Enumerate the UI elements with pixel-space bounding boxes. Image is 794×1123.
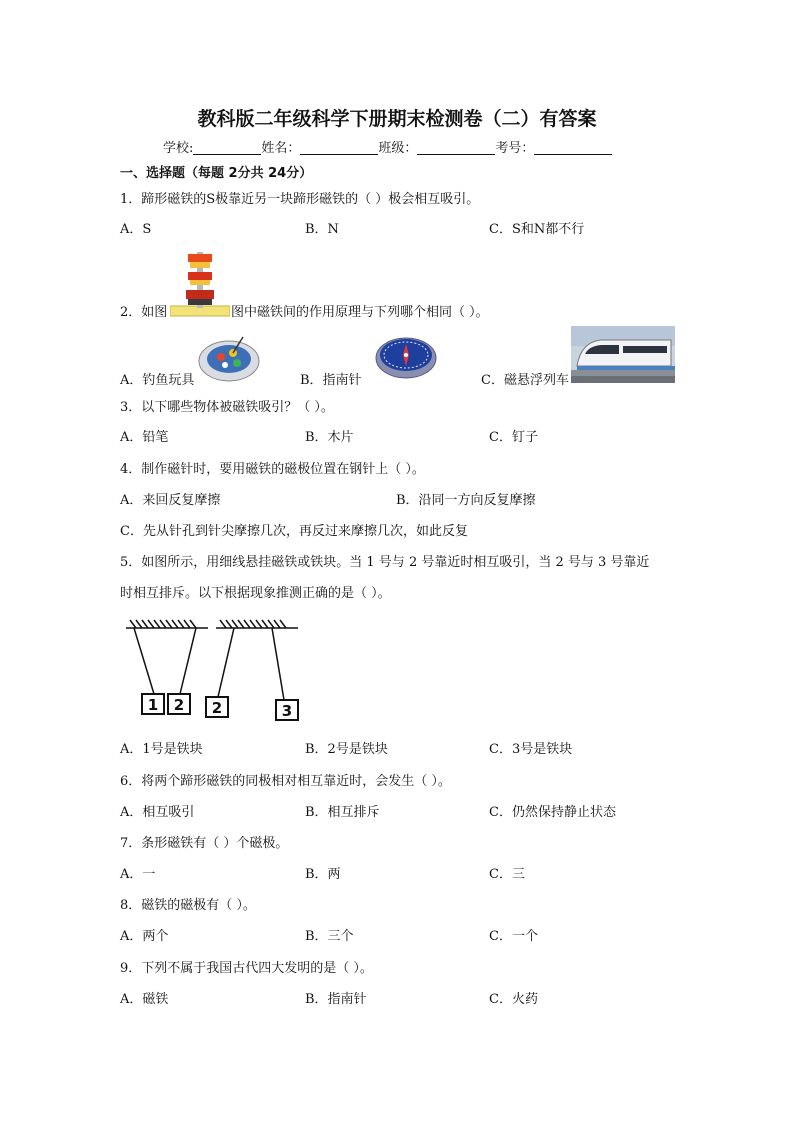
- q1-option-c[interactable]: C．S和N都不行: [489, 222, 585, 237]
- q8-option-a[interactable]: A．两个: [120, 929, 169, 944]
- q6-option-c[interactable]: C．仍然保持静止状态: [489, 805, 616, 820]
- question-4: 4．制作磁针时，要用磁铁的磁极位置在钢针上（ ）。: [120, 462, 425, 477]
- fishing-toy-image: [197, 331, 261, 385]
- q2-option-a[interactable]: A．钓鱼玩具: [120, 373, 195, 388]
- question-9: 9．下列不属于我国古代四大发明的是（ ）。: [120, 961, 373, 976]
- stacked-ring-magnets-image: [170, 250, 230, 318]
- block-label-1: 1: [147, 696, 159, 714]
- q6-option-a[interactable]: A．相互吸引: [120, 805, 195, 820]
- q1-option-a[interactable]: A．S: [120, 222, 152, 237]
- compass-image: [374, 330, 438, 382]
- q8-option-c[interactable]: C．一个: [489, 929, 538, 944]
- block-label-3: 3: [281, 702, 293, 720]
- block-label-2: 2: [173, 696, 185, 714]
- q4-option-a[interactable]: A．来回反复摩擦: [120, 493, 221, 508]
- section-heading: 一、选择题（每题 2分共 24分）: [120, 166, 313, 181]
- q5-option-a[interactable]: A．1号是铁块: [120, 742, 203, 757]
- question-8: 8．磁铁的磁极有（ ）。: [120, 898, 256, 913]
- q9-option-a[interactable]: A．磁铁: [120, 992, 169, 1007]
- question-5-line-1: 5．如图所示，用细线悬挂磁铁或铁块。当 1 号与 2 号靠近时相互吸引，当 2 号与 3 号靠近: [120, 555, 650, 570]
- q9-option-b[interactable]: B．指南针: [305, 992, 367, 1007]
- q5-option-c[interactable]: C．3号是铁块: [489, 742, 573, 757]
- q7-option-a[interactable]: A．一: [120, 867, 156, 882]
- question-2-suffix: 图中磁铁间的作用原理与下列哪个相同（ ）。: [231, 305, 489, 320]
- hanging-magnets-diagram: [124, 618, 304, 724]
- q8-option-b[interactable]: B．三个: [305, 929, 354, 944]
- class-label: 班级：: [378, 141, 418, 156]
- q3-option-c[interactable]: C．钉子: [489, 430, 538, 445]
- school-label: 学校:: [163, 141, 194, 156]
- maglev-train-image: [571, 326, 675, 383]
- question-2-prefix: 2．如图: [120, 305, 168, 320]
- q5-option-b[interactable]: B．2号是铁块: [305, 742, 388, 757]
- question-3: 3．以下哪些物体被磁铁吸引？（ ）。: [120, 400, 334, 415]
- q3-option-b[interactable]: B．木片: [305, 430, 354, 445]
- name-label: 姓名：: [261, 141, 301, 156]
- q3-option-a[interactable]: A．铅笔: [120, 430, 169, 445]
- q6-option-b[interactable]: B．相互排斥: [305, 805, 380, 820]
- question-1: 1．蹄形磁铁的S极靠近另一块蹄形磁铁的（ ）极会相互吸引。: [120, 192, 480, 207]
- q4-option-c[interactable]: C．先从针孔到针尖摩擦几次，再反过来摩擦几次，如此反复: [120, 524, 468, 539]
- q2-option-b[interactable]: B．指南针: [300, 373, 362, 388]
- q9-option-c[interactable]: C．火药: [489, 992, 538, 1007]
- q7-option-b[interactable]: B．两: [305, 867, 341, 882]
- question-5-line-2: 时相互排斥。以下根据现象推测正确的是（ ）。: [120, 586, 391, 601]
- exam-no-blank[interactable]: [534, 140, 612, 155]
- q4-option-b[interactable]: B．沿同一方向反复摩擦: [396, 493, 536, 508]
- question-7: 7．条形磁铁有（ ）个磁极。: [120, 836, 289, 851]
- question-6: 6．将两个蹄形磁铁的同极相对相互靠近时，会发生（ ）。: [120, 774, 451, 789]
- q1-option-b[interactable]: B．N: [305, 222, 339, 237]
- name-blank[interactable]: [300, 140, 378, 155]
- student-info-line: [163, 137, 612, 156]
- block-label-2b: 2: [211, 699, 223, 717]
- page-title: 教科版二年级科学下册期末检测卷（二）有答案: [197, 108, 597, 130]
- exam-no-label: 考号：: [495, 141, 535, 156]
- q7-option-c[interactable]: C．三: [489, 867, 525, 882]
- class-blank[interactable]: [417, 140, 495, 155]
- school-blank[interactable]: [193, 140, 261, 155]
- q2-option-c[interactable]: C．磁悬浮列车: [481, 373, 569, 388]
